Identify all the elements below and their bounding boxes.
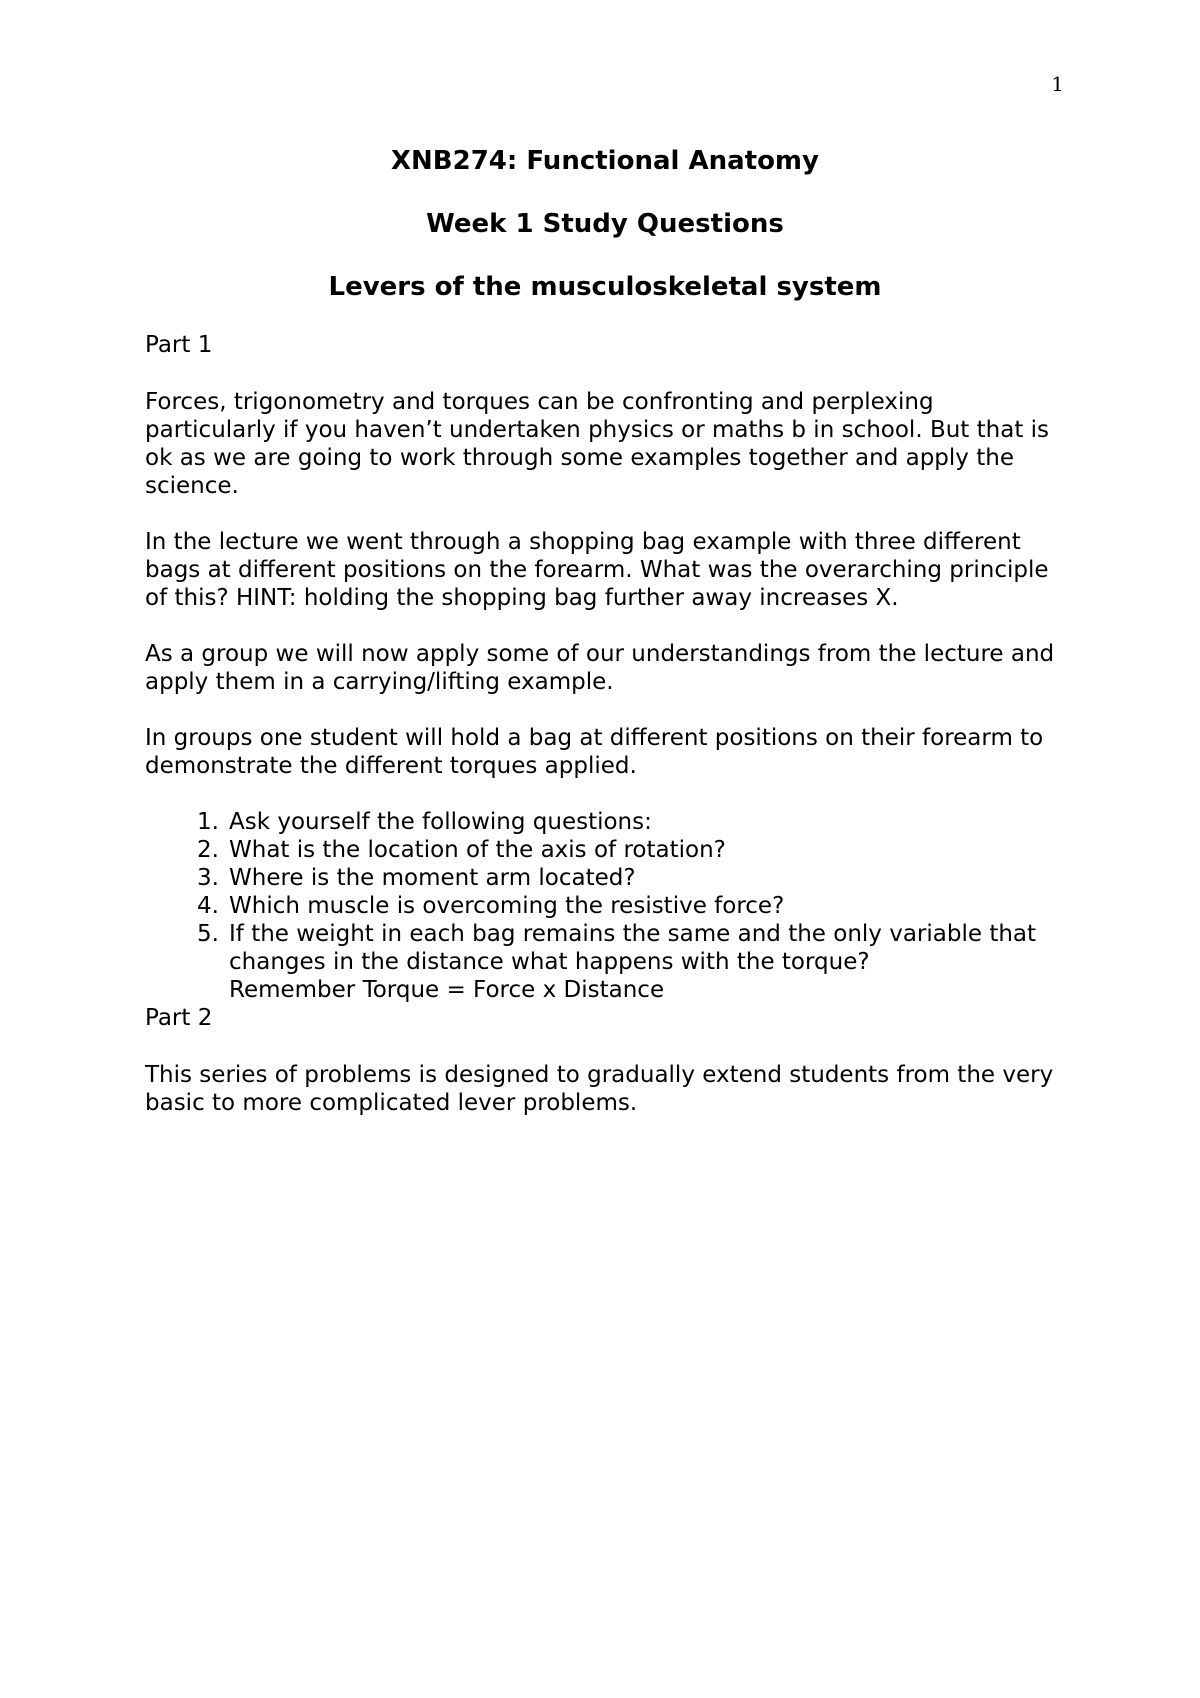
list-item bbox=[145, 808, 1065, 836]
question-list bbox=[145, 808, 1065, 1004]
part-1-paragraph: Forces, trigonometry and torques can be confronting and perplexing particularly if you haven’t undertaken physics or maths b in school. But that is ok as we are going to work through some examples together and apply the science. bbox=[145, 389, 1050, 499]
question-number: 4. bbox=[197, 893, 219, 919]
question-number: 2. bbox=[197, 837, 219, 863]
list-item bbox=[145, 892, 1065, 920]
question-number: 3. bbox=[197, 865, 219, 891]
list-item bbox=[145, 836, 1065, 864]
list-item bbox=[145, 920, 1065, 1004]
page-number: 1 bbox=[1051, 72, 1064, 96]
course-title: XNB274: Functional Anatomy bbox=[391, 146, 819, 176]
question-text: What is the location of the axis of rotation? bbox=[229, 837, 726, 863]
part-1-paragraph: As a group we will now apply some of our understandings from the lecture and apply them in a carrying/lifting example. bbox=[145, 641, 1055, 695]
part-2-paragraph: This series of problems is designed to gradually extend students from the very basic to more complicated lever problems. bbox=[145, 1062, 1054, 1116]
part-1-paragraph: In groups one student will hold a bag at different positions on their forearm to demonstrate the different torques applied. bbox=[145, 725, 1044, 779]
week-title: Week 1 Study Questions bbox=[426, 209, 784, 239]
part-1-paragraph: In the lecture we went through a shopping bag example with three different bags at different positions on the forearm. What was the overarching principle of this? HINT: holding the shopping bag further away increases X. bbox=[145, 529, 1049, 611]
part-2-label: Part 2 bbox=[145, 1005, 213, 1031]
part-1-label: Part 1 bbox=[145, 332, 213, 358]
page-content bbox=[145, 145, 1065, 1145]
question-text: Ask yourself the following questions: bbox=[229, 809, 652, 835]
list-item bbox=[145, 864, 1065, 892]
question-text: Where is the moment arm located? bbox=[229, 865, 636, 891]
topic-title: Levers of the musculoskeletal system bbox=[328, 272, 882, 302]
question-text-block bbox=[229, 920, 1065, 1004]
question-text: Which muscle is overcoming the resistive force? bbox=[229, 893, 785, 919]
question-text: If the weight in each bag remains the same and the only variable that changes in the distance what happens with the torque? bbox=[229, 921, 1037, 975]
question-number: 5. bbox=[197, 921, 219, 947]
torque-formula: Remember Torque = Force x Distance bbox=[229, 977, 665, 1003]
question-number: 1. bbox=[197, 809, 219, 835]
